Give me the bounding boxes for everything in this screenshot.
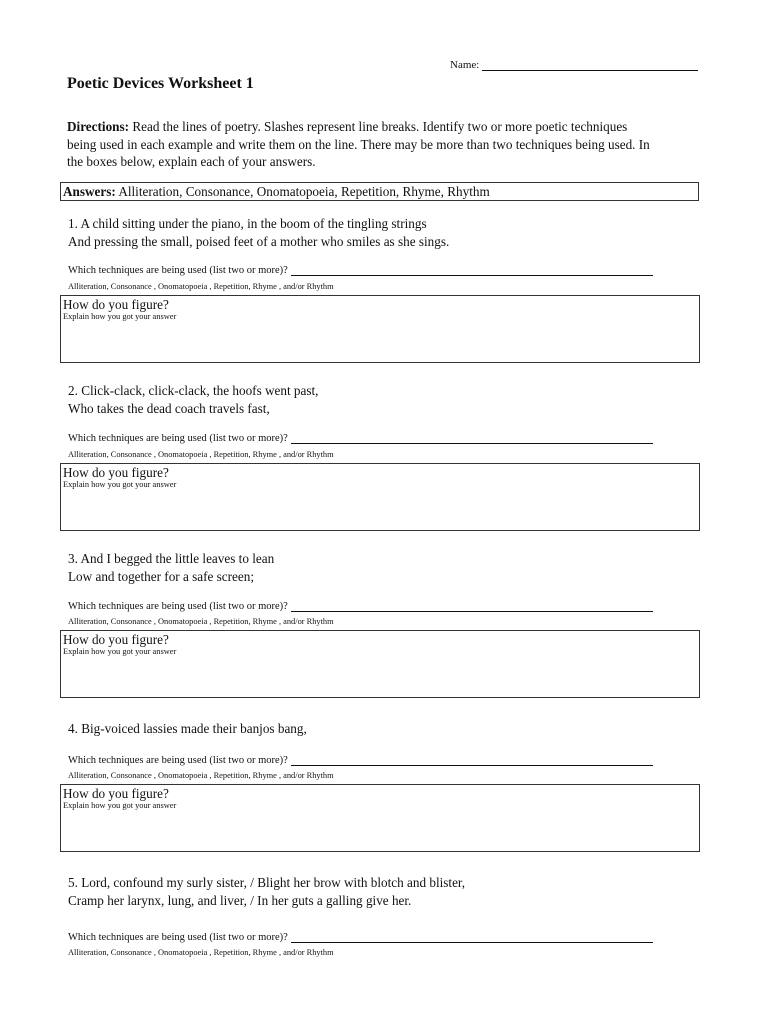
technique-row-5 [68,932,653,943]
question-line: 5. Lord, confound my surly sister, / Blight her brow with blotch and blister, [68,875,466,890]
explanation-box-3[interactable] [60,630,700,698]
answers-box [60,182,699,201]
directions [67,118,657,171]
name-label: Name: [450,59,480,71]
answers-list: Alliteration, Consonance, Onomatopoeia, Repetition, Rhyme, Rhythm [115,184,490,199]
technique-row-4 [68,755,653,766]
technique-prompt: Which techniques are being used (list two or more)? [68,601,288,612]
question-3 [68,550,274,586]
explanation-box-4[interactable] [60,784,700,852]
question-2 [68,382,318,418]
box-subtitle: Explain how you got your answer [63,647,177,656]
name-field-group [450,58,698,71]
question-line: Cramp her larynx, lung, and liver, / In her guts a galling give her. [68,893,412,908]
technique-prompt: Which techniques are being used (list two or more)? [68,755,288,766]
explanation-box-1[interactable] [60,295,700,363]
box-title: How do you figure? [63,786,169,801]
technique-hint: Alliteration, Consonance , Onomatopoeia , Repetition, Rhyme , and/or Rhythm [68,771,334,780]
question-line: 3. And I begged the little leaves to lean [68,551,275,566]
question-1 [68,215,449,251]
box-subtitle: Explain how you got your answer [63,480,177,489]
technique-prompt: Which techniques are being used (list two or more)? [68,932,288,943]
answers-label: Answers: [63,184,116,199]
technique-answer-line-5[interactable] [291,932,653,943]
box-title: How do you figure? [63,632,169,647]
question-line: Who takes the dead coach travels fast, [68,401,270,416]
box-title: How do you figure? [63,465,169,480]
technique-row-3 [68,601,653,612]
technique-row-1 [68,265,653,276]
technique-answer-line-3[interactable] [291,601,653,612]
technique-hint: Alliteration, Consonance , Onomatopoeia , Repetition, Rhyme , and/or Rhythm [68,948,334,957]
box-title: How do you figure? [63,297,169,312]
explanation-box-2[interactable] [60,463,700,531]
question-line: 4. Big-voiced lassies made their banjos bang, [68,721,307,736]
directions-text: Read the lines of poetry. Slashes represent line breaks. Identify two or more poetic techniques being used in each example and write them on the line. There may be more than two techniques being used. In the boxes below, explain each of your answers. [67,119,650,169]
question-5 [68,874,465,910]
question-line: 2. Click-clack, click-clack, the hoofs went past, [68,383,319,398]
technique-hint: Alliteration, Consonance , Onomatopoeia , Repetition, Rhyme , and/or Rhythm [68,617,334,626]
box-subtitle: Explain how you got your answer [63,312,177,321]
question-4 [68,720,307,738]
technique-answer-line-2[interactable] [291,433,653,444]
technique-prompt: Which techniques are being used (list two or more)? [68,433,288,444]
technique-answer-line-4[interactable] [291,755,653,766]
technique-answer-line-1[interactable] [291,265,653,276]
technique-hint: Alliteration, Consonance , Onomatopoeia , Repetition, Rhyme , and/or Rhythm [68,282,334,291]
name-input-line[interactable] [482,58,698,71]
question-line: 1. A child sitting under the piano, in the boom of the tingling strings [68,216,427,231]
directions-label: Directions: [67,119,130,134]
box-subtitle: Explain how you got your answer [63,801,177,810]
question-line: And pressing the small, poised feet of a mother who smiles as she sings. [68,234,450,249]
worksheet-title: Poetic Devices Worksheet 1 [67,75,254,92]
technique-prompt: Which techniques are being used (list two or more)? [68,265,288,276]
technique-hint: Alliteration, Consonance , Onomatopoeia , Repetition, Rhyme , and/or Rhythm [68,450,334,459]
technique-row-2 [68,433,653,444]
question-line: Low and together for a safe screen; [68,569,255,584]
